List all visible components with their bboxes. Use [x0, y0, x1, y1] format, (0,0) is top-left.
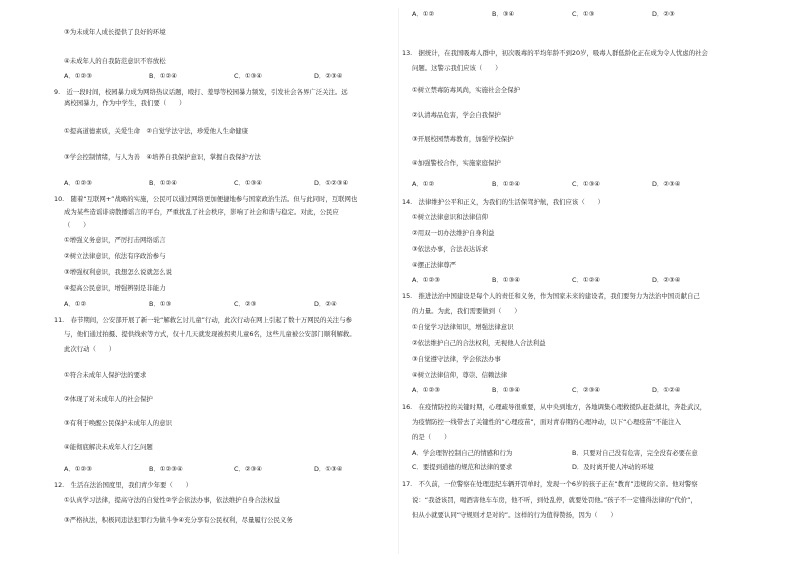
question-stem: 的是（ ） [412, 433, 451, 441]
option-a[interactable]: A．学会理智控制自己的情感和行为 [412, 449, 513, 457]
statement-item: ②体现了对未成年人的社会保护 [64, 395, 153, 403]
option-a[interactable]: A．①②③ [64, 179, 92, 187]
option-b[interactable]: B．①③④ [492, 386, 520, 394]
option-a[interactable]: A．①② [412, 180, 435, 188]
statement-item: ④未成年人的自我防范意识不容放松 [64, 57, 166, 65]
statement-item: ①符合未成年人保护法的要求 [64, 371, 147, 379]
question-stem: 9. 近一段时间，校园暴力成为网络热议话题，殴打、羞辱等校园暴力频发，引发社会各界广泛关注。远 [54, 88, 348, 96]
statement-item: ③严格执法，积极同违法犯罪行为做斗争④充分享有公民权利，尽量履行公民义务 [64, 516, 293, 524]
statement-item: ③学会控制情绪，与人为善 ④培养自我保护意识，掌握自我保护方法 [64, 153, 261, 161]
question-stem: 16. 在疫情防控的关键时期，心理疏导很重要，从中央到地方，各地调集心理救援队赶赴湖北，奔赴武汉， [402, 403, 707, 411]
statement-item: ①自觉学习法律知识，增强法律意识 [412, 323, 514, 331]
statement-item: ③增强权利意识，我想怎么说就怎么说 [64, 268, 172, 276]
option-b[interactable]: B．③④ [492, 10, 515, 18]
option-c[interactable]: C．②③④ [572, 386, 601, 394]
option-b[interactable]: B．①②④ [149, 72, 177, 80]
statement-item: ①树立禁毒防毒风尚，实施社会全保护 [412, 86, 520, 94]
question-stem: 15. 推进法治中国建设是每个人的责任和义务，作为国家未来的建设者，我们要努力为法治中国贡献自己 [402, 292, 700, 300]
option-c[interactable]: C．①③④ [234, 72, 263, 80]
option-c[interactable]: C．①③④ [234, 179, 263, 187]
option-b[interactable]: B．①③ [149, 300, 172, 308]
option-b[interactable]: B．只要对自己没有危害，完全没有必要在意 [572, 449, 698, 457]
question-stem: （ ） [64, 221, 90, 229]
question-stem: 14. 法律维护公平和正义，为我们的生活保驾护航，我们应该（ ） [402, 198, 604, 206]
option-b[interactable]: B．①②③④ [149, 465, 183, 473]
statement-item: ③有利于唤醒公民保护未成年人的意识 [64, 419, 172, 427]
question-stem: 为疫情防控一线带去了关键性的“心理疫苗”，面对青春期的心理冲动，以下“心理疫苗”不能注入 [412, 418, 681, 426]
statement-item: ④树立法律信仰，尊崇、信赖法律 [412, 371, 508, 379]
statement-item: ③自觉遵守法律，学会依法办事 [412, 355, 501, 363]
statement-item: ②树立法律意识，依法有序政治参与 [64, 252, 166, 260]
statement-item: ④能彻底解决未成年人行乞问题 [64, 443, 153, 451]
statement-item: ③为未成年人成长提供了良好的环境 [64, 28, 166, 36]
statement-item: ②用双一切办法维护自身利益 [412, 229, 495, 237]
option-c[interactable]: C．②③④ [234, 465, 263, 473]
option-d[interactable]: D．①②④ [652, 386, 681, 394]
question-stem: 此次行动（ ） [64, 345, 116, 353]
option-a[interactable]: A．①②③ [412, 386, 440, 394]
statement-item: ①树立法律意识和法律信仰 [412, 213, 489, 221]
option-c[interactable]: C．②③ [234, 300, 257, 308]
option-d[interactable]: D．②③ [652, 10, 675, 18]
question-stem: 17. 不久前，一位警察在处理违纪车辆开罚单时，发现一个6岁的孩子正在“教育”违规的父亲。他对警察 [402, 480, 698, 488]
statement-item: ①认真学习法律，提高守法的自觉性②学会依法办事，依法维护自身合法权益 [64, 496, 280, 504]
question-stem: 离校园暴力，作为中学生，我们要（ ） [64, 99, 186, 107]
question-stem: 成为某些造谣诽谤散播谣言的平台，严重扰乱了社会秩序，影响了社会和谐与稳定。对此，公民应 [64, 208, 339, 216]
option-d[interactable]: D．②③④ [314, 72, 343, 80]
question-stem: 10. 随着“互联网+”战略的实施，公民可以通过网络更加便捷地参与国家政治生活。但与此同时，互联网也 [54, 195, 358, 203]
option-d[interactable]: D．①②③④ [314, 179, 349, 187]
option-a[interactable]: A．①② [64, 300, 87, 308]
column-divider [398, 8, 399, 554]
option-c[interactable]: C．①③ [572, 10, 595, 18]
statement-item: ②依法维护自己的合法权利，无视他人合法利益 [412, 339, 546, 347]
question-stem: 的力量。为此，我们需要做到（ ） [412, 307, 521, 315]
option-b[interactable]: B．①②④ [149, 179, 177, 187]
question-stem: 13. 据统计，在我国吸毒人群中，初次吸毒的平均年龄不到20岁，吸毒人群低龄化正在成为令人忧虑的社会 [402, 49, 708, 57]
option-b[interactable]: B．①②④ [492, 180, 520, 188]
question-stem: 与，他们通过拍摄、提供线索等方式，仅十几天就发现被拐卖儿童6名，这些儿童被公安部门顺利解救。 [64, 330, 356, 338]
option-c[interactable]: C．①③④ [572, 180, 601, 188]
question-stem: 12. 生活在法治国度里，我们青少年要（ ） [54, 481, 192, 489]
question-stem: 问题。这警示我们应该（ ） [412, 64, 502, 72]
option-a[interactable]: A．①②③ [64, 72, 92, 80]
statement-item: ①提高道德素质，关爱生命 ②自觉学法守法，珍爱他人生命健康 [64, 127, 249, 135]
question-stem: 说：“我爸该罚，喝酒害他车车房，他不听，到处乱停，就要处罚他。”孩子不一定懂得法律的“代价”， [412, 496, 697, 504]
option-d[interactable]: D．②③④ [652, 276, 681, 284]
statement-item: ③开展校园禁毒教育，加强学校保护 [412, 135, 514, 143]
option-a[interactable]: A．①② [412, 10, 435, 18]
question-stem: 11. 春节期间，公安部开展了新一轮“解救乞讨儿童”行动，此次行动在网上引起了数十万网民的关注与参 [54, 316, 352, 324]
option-d[interactable]: D．②④ [314, 300, 337, 308]
statement-item: ②认清毒品危害，学会自我保护 [412, 111, 501, 119]
statement-item: ④摆正法律尊严 [412, 261, 457, 269]
option-d[interactable]: D．②③④ [652, 180, 681, 188]
option-c[interactable]: C．①②④ [572, 276, 601, 284]
option-d[interactable]: D．①③④ [314, 465, 343, 473]
statement-item: ③依法办事，合法表达诉求 [412, 245, 489, 253]
option-a[interactable]: A．①②③ [64, 465, 92, 473]
statement-item: ①增强义务意识，严厉打击网络谣言 [64, 236, 166, 244]
statement-item: ④加强警校合作，实施家庭保护 [412, 159, 501, 167]
option-a[interactable]: A．①②③ [412, 276, 440, 284]
option-d[interactable]: D．及时离开使人冲动的环境 [572, 463, 654, 471]
option-b[interactable]: B．①③④ [492, 276, 520, 284]
question-stem: 但从小就要认同“守规则才是对的”。这样的行为值得赞扬，因为（ ） [412, 511, 617, 519]
option-c[interactable]: C．要提到道德的规范和法律的要求 [412, 463, 513, 471]
statement-item: ④提高公民意识，增强辨别是非能力 [64, 284, 166, 292]
